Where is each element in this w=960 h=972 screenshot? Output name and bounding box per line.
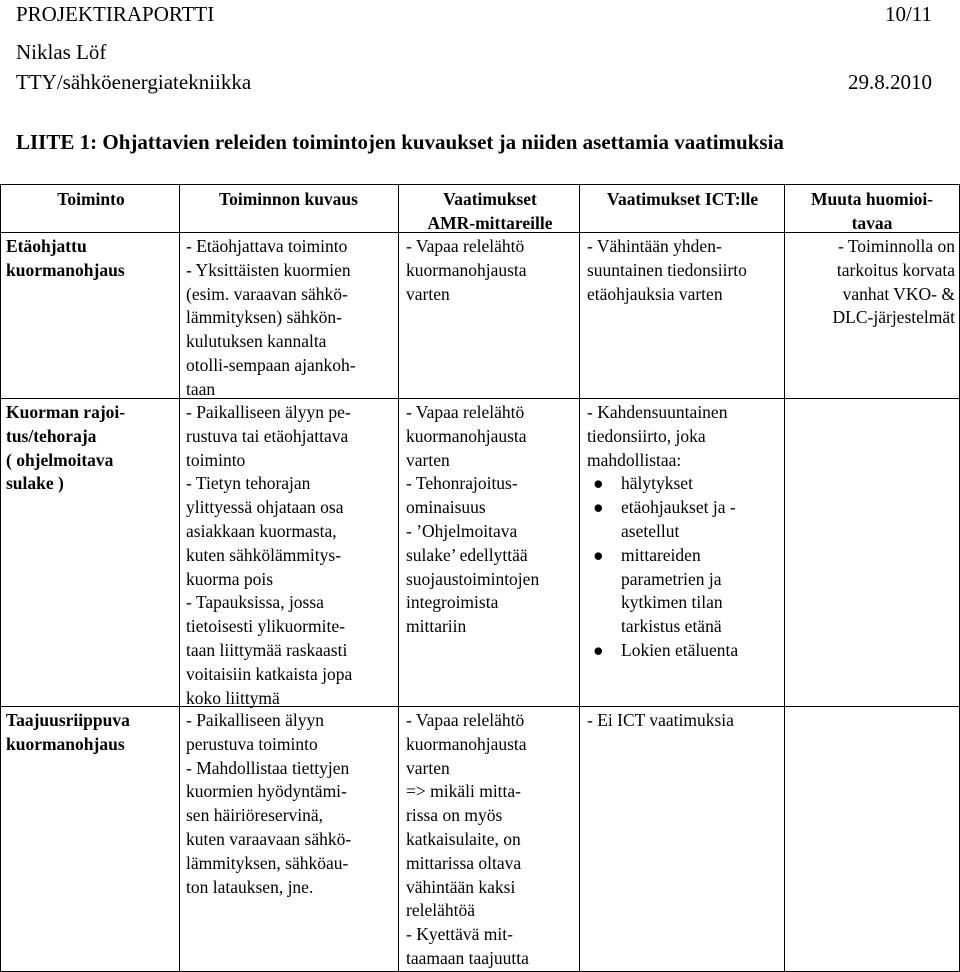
report-date: 29.8.2010: [848, 70, 932, 94]
department: TTY/sähköenergiatekniikka: [16, 70, 252, 94]
ict-row-1: - Vähintään yhden- suuntainen tiedonsiirto etäohjauksia varten: [587, 236, 747, 304]
author-name: Niklas Löf: [16, 40, 107, 64]
ict-bullet-log-reading: ● Lokien etäluenta: [587, 639, 782, 663]
ict-row-2: - Kahdensuuntainen tiedonsiirto, joka mahdollistaa: ● hälytykset ● etäohjaukset ja - asetellut ● mittareiden parametrien ja kytkimen tilan tarkistus etänä ● Lokien etäluenta: [587, 401, 782, 663]
bullet-icon: ●: [593, 497, 604, 518]
report-title: PROJEKTIRAPORTTI: [16, 2, 215, 26]
ict-bullet-alarms: ● hälytykset: [587, 472, 782, 496]
description-row-3: - Paikalliseen älyyn perustuva toiminto - Mahdollistaa tiettyjen kuormien hyödyntämi- sen häiriöreservinä, kuten varaavaan sähkö- lämmityksen, sähköau- ton latauksen, jne.: [186, 710, 352, 897]
function-remote-load-control: Etäohjattu kuormanohjaus: [6, 236, 125, 280]
function-frequency-dependent-control: Taajuusriippuva kuormanohjaus: [6, 710, 130, 754]
description-row-1: - Etäohjattava toiminto - Yksittäisten kuormien (esim. varaavan sähkö- lämmityksen) sähkön- kulutuksen kannalta otolli-sempaan ajankoh- taan: [186, 236, 356, 399]
description-row-2: - Paikalliseen älyyn pe- rustuva tai etäohjattava toiminto - Tietyn tehorajan ylittyessä ohjataan osa asiakkaan kuormasta, kuten sähkölämmitys- kuorma pois - Tapauksissa, jossa tietoisesti ylikuormite- taan liittymää raskaasti voitaisiin katkaista jopa koko liittymä: [186, 402, 353, 708]
amr-row-2: - Vapaa relelähtö kuormanohjausta varten - Tehonrajoitus- ominaisuus - ’Ohjelmoitava sulake’ edellyttää suojaustoimintojen integroimista mittariin: [406, 402, 540, 637]
function-load-limitation: Kuorman rajoi- tus/tehoraja ( ohjelmoitava sulake ): [6, 402, 126, 494]
bullet-icon: ●: [593, 473, 604, 494]
relay-functions-table: [0, 184, 960, 972]
amr-row-3: - Vapaa relelähtö kuormanohjausta varten => mikäli mitta- rissa on myös katkaisulaite, on mittarissa oltava vähintään kaksi relelähtöä - Kyettävä mit- taamaan taajuutta: [406, 710, 529, 968]
bullet-icon: ●: [593, 639, 604, 660]
header-amr-requirements: Vaatimukset AMR-mittareille: [427, 189, 553, 233]
ict-row-3: - Ei ICT vaatimuksia: [587, 710, 734, 730]
appendix-title: LIITE 1: Ohjattavien releiden toimintojen kuvaukset ja niiden asettamia vaatimuksia: [16, 130, 784, 154]
header-description: Toiminnon kuvaus: [219, 189, 358, 209]
header-ict-requirements: Vaatimukset ICT:lle: [606, 189, 759, 209]
bullet-icon: ●: [593, 544, 604, 565]
page-number: 10/11: [884, 2, 932, 26]
amr-row-1: - Vapaa relelähtö kuormanohjausta varten: [406, 236, 527, 304]
ict-bullet-remote-control: ● etäohjaukset ja - asetellut: [593, 497, 736, 541]
other-row-1: - Toiminnolla on tarkoitus korvata vanhat VKO- & DLC-järjestelmät: [832, 236, 955, 328]
ict-bullet-parameter-check: ● mittareiden parametrien ja kytkimen tilan tarkistus etänä: [593, 544, 723, 637]
header-function: Toiminto: [57, 189, 125, 209]
header-other-notes: Muuta huomioi- tavaa: [810, 189, 934, 233]
